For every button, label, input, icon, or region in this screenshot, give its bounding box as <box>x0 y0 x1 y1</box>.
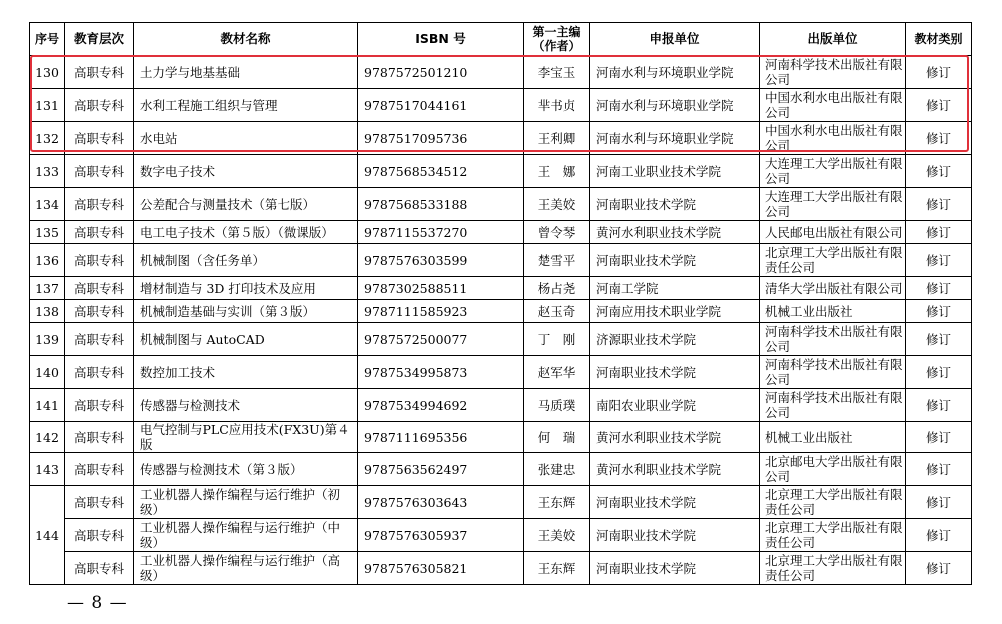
cell-type: 修订 <box>906 389 972 422</box>
cell-publisher: 北京邮电大学出版社有限公司 <box>760 453 906 486</box>
cell-unit: 河南职业技术学院 <box>590 244 760 277</box>
cell-name: 水电站 <box>134 122 358 155</box>
textbook-table <box>29 22 972 585</box>
cell-seq: 144 <box>30 486 65 585</box>
cell-editor: 丁 刚 <box>524 323 590 356</box>
cell-type: 修订 <box>906 300 972 323</box>
cell-level: 高职专科 <box>65 122 134 155</box>
cell-level: 高职专科 <box>65 300 134 323</box>
cell-editor: 张建忠 <box>524 453 590 486</box>
cell-publisher: 河南科学技术出版社有限公司 <box>760 356 906 389</box>
table-row <box>30 552 972 585</box>
cell-type: 修订 <box>906 486 972 519</box>
table-row <box>30 221 972 244</box>
cell-editor: 何 瑞 <box>524 422 590 453</box>
cell-level: 高职专科 <box>65 221 134 244</box>
header-publisher: 出版单位 <box>760 23 906 56</box>
cell-isbn: 9787572501210 <box>358 56 524 89</box>
table-row <box>30 188 972 221</box>
cell-publisher: 河南科学技术出版社有限公司 <box>760 389 906 422</box>
cell-editor: 王东辉 <box>524 486 590 519</box>
cell-seq: 138 <box>30 300 65 323</box>
cell-editor: 王美姣 <box>524 519 590 552</box>
cell-isbn: 9787568533188 <box>358 188 524 221</box>
cell-isbn: 9787111695356 <box>358 422 524 453</box>
cell-isbn: 9787576305821 <box>358 552 524 585</box>
table-row <box>30 422 972 453</box>
document-page <box>29 22 971 585</box>
cell-level: 高职专科 <box>65 277 134 300</box>
cell-seq: 142 <box>30 422 65 453</box>
cell-unit: 河南水利与环境职业学院 <box>590 56 760 89</box>
header-isbn: ISBN 号 <box>358 23 524 56</box>
cell-name: 机械制造基础与实训（第３版） <box>134 300 358 323</box>
cell-seq: 130 <box>30 56 65 89</box>
cell-type: 修订 <box>906 122 972 155</box>
cell-publisher: 大连理工大学出版社有限公司 <box>760 155 906 188</box>
cell-unit: 河南职业技术学院 <box>590 486 760 519</box>
cell-publisher: 北京理工大学出版社有限责任公司 <box>760 486 906 519</box>
cell-isbn: 9787534994692 <box>358 389 524 422</box>
cell-publisher: 河南科学技术出版社有限公司 <box>760 323 906 356</box>
table-row <box>30 155 972 188</box>
cell-type: 修订 <box>906 356 972 389</box>
table-row <box>30 323 972 356</box>
cell-editor: 赵玉奇 <box>524 300 590 323</box>
cell-publisher: 北京理工大学出版社有限责任公司 <box>760 244 906 277</box>
cell-editor: 赵军华 <box>524 356 590 389</box>
cell-isbn: 9787576303599 <box>358 244 524 277</box>
cell-editor: 王 娜 <box>524 155 590 188</box>
cell-name: 电气控制与PLC应用技术(FX3U)第４版 <box>134 422 358 453</box>
cell-seq: 137 <box>30 277 65 300</box>
cell-seq: 139 <box>30 323 65 356</box>
cell-unit: 河南职业技术学院 <box>590 519 760 552</box>
table-row <box>30 356 972 389</box>
cell-level: 高职专科 <box>65 453 134 486</box>
cell-type: 修订 <box>906 519 972 552</box>
table-row <box>30 56 972 89</box>
cell-level: 高职专科 <box>65 323 134 356</box>
table-row <box>30 389 972 422</box>
cell-unit: 河南职业技术学院 <box>590 188 760 221</box>
cell-type: 修订 <box>906 188 972 221</box>
cell-type: 修订 <box>906 56 972 89</box>
cell-level: 高职专科 <box>65 486 134 519</box>
cell-isbn: 9787563562497 <box>358 453 524 486</box>
table-row <box>30 122 972 155</box>
cell-editor: 王利卿 <box>524 122 590 155</box>
table-row <box>30 300 972 323</box>
cell-name: 工业机器人操作编程与运行维护（初级） <box>134 486 358 519</box>
cell-name: 电工电子技术（第５版）（微课版） <box>134 221 358 244</box>
cell-name: 机械制图（含任务单） <box>134 244 358 277</box>
cell-isbn: 9787302588511 <box>358 277 524 300</box>
table-row <box>30 277 972 300</box>
cell-isbn: 9787517044161 <box>358 89 524 122</box>
cell-publisher: 人民邮电出版社有限公司 <box>760 221 906 244</box>
header-name: 教材名称 <box>134 23 358 56</box>
cell-seq: 131 <box>30 89 65 122</box>
cell-unit: 济源职业技术学院 <box>590 323 760 356</box>
cell-editor: 王东辉 <box>524 552 590 585</box>
cell-level: 高职专科 <box>65 188 134 221</box>
cell-isbn: 9787111585923 <box>358 300 524 323</box>
cell-isbn: 9787576305937 <box>358 519 524 552</box>
cell-editor: 楚雪平 <box>524 244 590 277</box>
cell-isbn: 9787576303643 <box>358 486 524 519</box>
cell-isbn: 9787568534512 <box>358 155 524 188</box>
cell-unit: 河南水利与环境职业学院 <box>590 122 760 155</box>
cell-unit: 南阳农业职业学院 <box>590 389 760 422</box>
cell-unit: 黄河水利职业技术学院 <box>590 422 760 453</box>
header-unit: 申报单位 <box>590 23 760 56</box>
table-header-row <box>30 23 972 56</box>
cell-level: 高职专科 <box>65 389 134 422</box>
cell-unit: 黄河水利职业技术学院 <box>590 453 760 486</box>
cell-isbn: 9787115537270 <box>358 221 524 244</box>
cell-name: 传感器与检测技术（第３版） <box>134 453 358 486</box>
cell-name: 增材制造与 3D 打印技术及应用 <box>134 277 358 300</box>
table-row <box>30 519 972 552</box>
cell-publisher: 大连理工大学出版社有限公司 <box>760 188 906 221</box>
cell-editor: 李宝玉 <box>524 56 590 89</box>
cell-unit: 黄河水利职业技术学院 <box>590 221 760 244</box>
cell-name: 水利工程施工组织与管理 <box>134 89 358 122</box>
cell-level: 高职专科 <box>65 244 134 277</box>
cell-editor: 杨占尧 <box>524 277 590 300</box>
cell-publisher: 清华大学出版社有限公司 <box>760 277 906 300</box>
cell-type: 修订 <box>906 244 972 277</box>
cell-type: 修订 <box>906 323 972 356</box>
cell-name: 工业机器人操作编程与运行维护（中级） <box>134 519 358 552</box>
table-row <box>30 244 972 277</box>
header-type: 教材类别 <box>906 23 972 56</box>
cell-unit: 河南职业技术学院 <box>590 356 760 389</box>
cell-type: 修订 <box>906 89 972 122</box>
cell-publisher: 中国水利水电出版社有限公司 <box>760 122 906 155</box>
cell-name: 机械制图与 AutoCAD <box>134 323 358 356</box>
page-number: — 8 — <box>67 593 128 613</box>
cell-type: 修订 <box>906 155 972 188</box>
header-level: 教育层次 <box>65 23 134 56</box>
cell-seq: 141 <box>30 389 65 422</box>
cell-seq: 134 <box>30 188 65 221</box>
cell-publisher: 中国水利水电出版社有限公司 <box>760 89 906 122</box>
cell-publisher: 机械工业出版社 <box>760 422 906 453</box>
cell-publisher: 北京理工大学出版社有限责任公司 <box>760 552 906 585</box>
cell-seq: 136 <box>30 244 65 277</box>
cell-publisher: 北京理工大学出版社有限责任公司 <box>760 519 906 552</box>
cell-name: 公差配合与测量技术（第七版） <box>134 188 358 221</box>
cell-seq: 143 <box>30 453 65 486</box>
cell-name: 传感器与检测技术 <box>134 389 358 422</box>
cell-type: 修订 <box>906 422 972 453</box>
cell-type: 修订 <box>906 221 972 244</box>
cell-name: 数字电子技术 <box>134 155 358 188</box>
cell-level: 高职专科 <box>65 56 134 89</box>
cell-isbn: 9787572500077 <box>358 323 524 356</box>
cell-level: 高职专科 <box>65 356 134 389</box>
cell-seq: 132 <box>30 122 65 155</box>
cell-publisher: 机械工业出版社 <box>760 300 906 323</box>
cell-seq: 133 <box>30 155 65 188</box>
cell-level: 高职专科 <box>65 552 134 585</box>
cell-publisher: 河南科学技术出版社有限公司 <box>760 56 906 89</box>
cell-editor: 芈书贞 <box>524 89 590 122</box>
cell-seq: 140 <box>30 356 65 389</box>
cell-level: 高职专科 <box>65 155 134 188</box>
cell-seq: 135 <box>30 221 65 244</box>
cell-unit: 河南工学院 <box>590 277 760 300</box>
cell-editor: 曾令琴 <box>524 221 590 244</box>
cell-editor: 马质璞 <box>524 389 590 422</box>
cell-name: 数控加工技术 <box>134 356 358 389</box>
cell-unit: 河南职业技术学院 <box>590 552 760 585</box>
cell-editor: 王美姣 <box>524 188 590 221</box>
cell-isbn: 9787517095736 <box>358 122 524 155</box>
table-row <box>30 486 972 519</box>
cell-unit: 河南应用技术职业学院 <box>590 300 760 323</box>
cell-unit: 河南水利与环境职业学院 <box>590 89 760 122</box>
cell-level: 高职专科 <box>65 519 134 552</box>
cell-name: 工业机器人操作编程与运行维护（高级） <box>134 552 358 585</box>
cell-type: 修订 <box>906 453 972 486</box>
cell-type: 修订 <box>906 277 972 300</box>
cell-level: 高职专科 <box>65 89 134 122</box>
header-seq: 序号 <box>30 23 65 56</box>
cell-level: 高职专科 <box>65 422 134 453</box>
header-editor: 第一主编（作者） <box>524 23 590 56</box>
cell-type: 修订 <box>906 552 972 585</box>
cell-isbn: 9787534995873 <box>358 356 524 389</box>
table-row <box>30 453 972 486</box>
table-body <box>30 56 972 585</box>
table-row <box>30 89 972 122</box>
cell-unit: 河南工业职业技术学院 <box>590 155 760 188</box>
cell-name: 土力学与地基基础 <box>134 56 358 89</box>
